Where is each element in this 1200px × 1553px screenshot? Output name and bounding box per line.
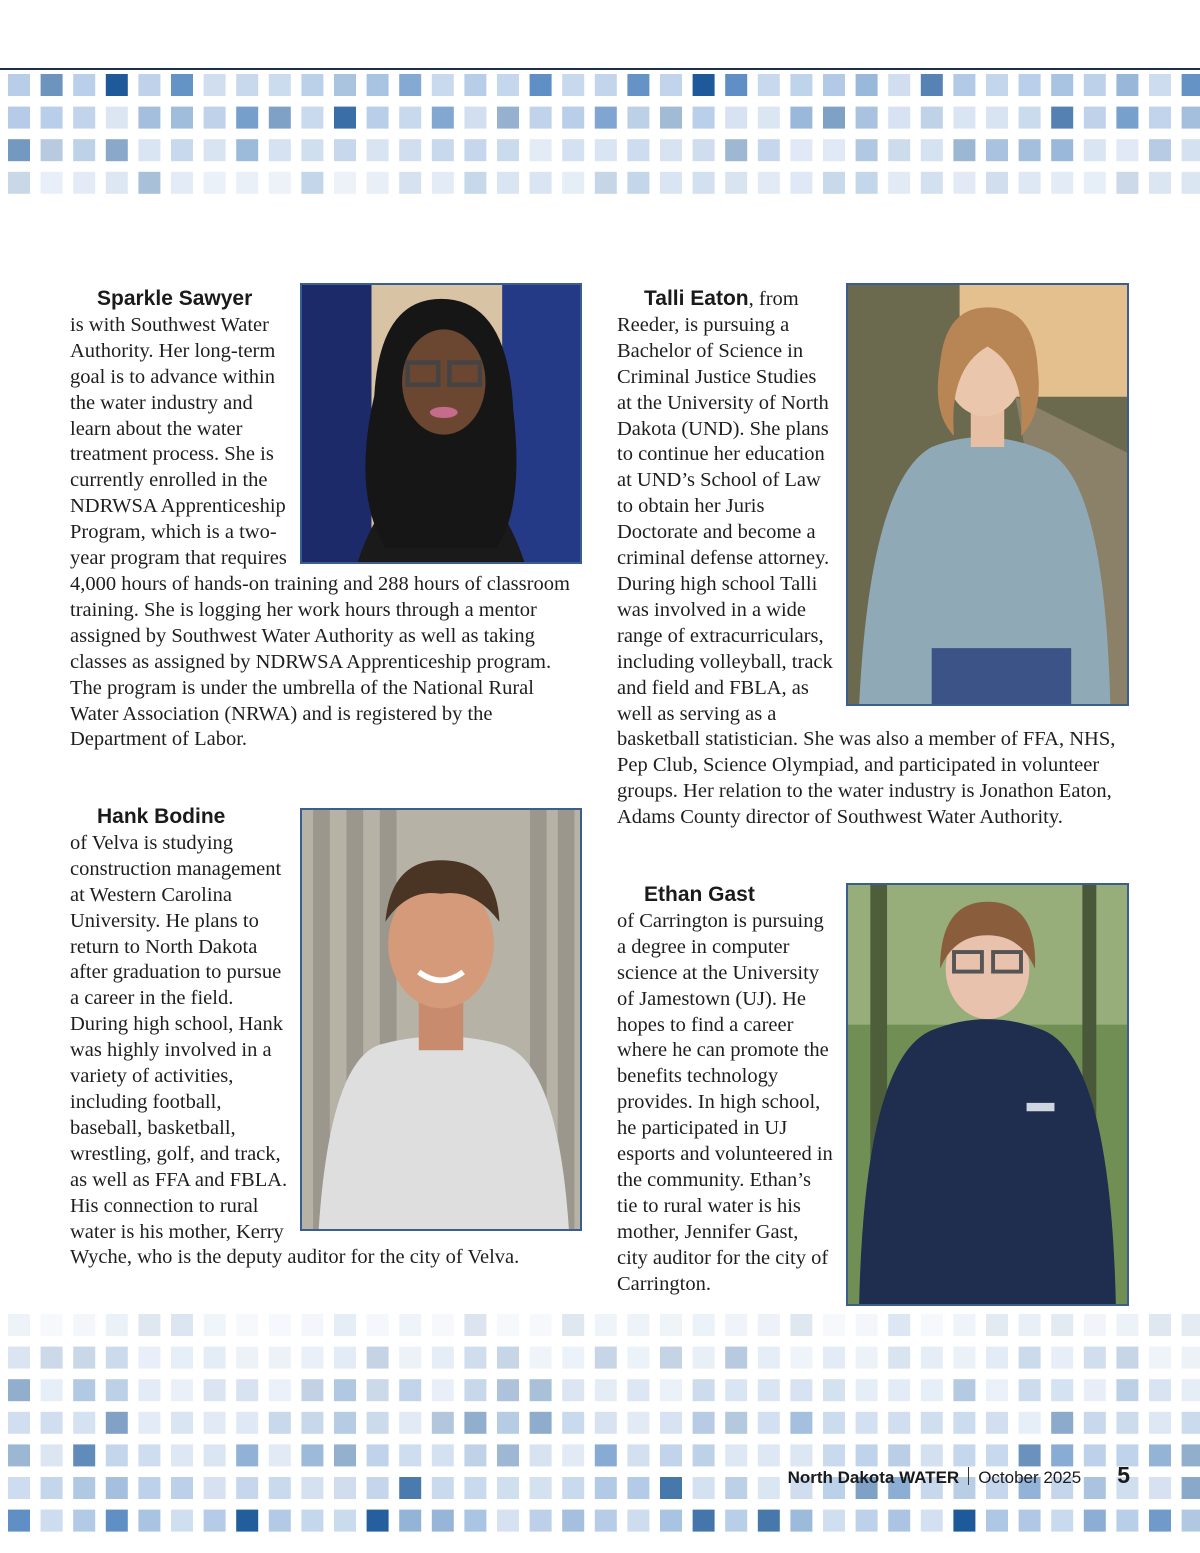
- portrait-photo: [300, 283, 582, 564]
- footer-tile-pattern: [0, 1310, 1200, 1553]
- portrait-photo: [300, 808, 582, 1231]
- profile-text: is with Southwest Water Authority. Her long-term goal is to advance within the water industry and learn about the water treatment process. She is currently enrolled in the NDRWSA Apprenticeship Program, which is a two-year program that requires 4,000 hours of hands-on training and 288 hours of classroom training. She is logging her work hours through a mentor assigned by Southwest Water Authority as well as taking classes as assigned by NDRWSA Apprenticeship program. The program is under the umbrella of the National Rural Water Association (NRWA) and is registered by the Department of Labor.: [70, 313, 570, 751]
- student-name: Talli Eaton: [644, 287, 749, 310]
- page-number: 5: [1117, 1462, 1130, 1488]
- profile-ethan-gast: [617, 882, 1129, 1310]
- profile-sparkle-sawyer: [70, 286, 582, 753]
- student-name: Sparkle Sawyer: [97, 287, 253, 310]
- issue-date: October 2025: [978, 1468, 1082, 1487]
- footer-divider: [968, 1467, 969, 1485]
- student-name: Ethan Gast: [644, 883, 755, 906]
- profile-hank-bodine: [70, 804, 582, 1271]
- profile-text: of Velva is studying construction management at Western Carolina University. He plans to return to North Dakota after graduation to pursue a career in the field. During high school, Hank was highly involved in a variety of activities, including football, baseball, basketball, wrestling, golf, and track, as well as FFA and FBLA. His connection to rural water is his mother, Kerry Wyche, who is the deputy auditor for the city of Velva.: [70, 831, 520, 1269]
- profile-text: Reeder, is pursuing a Bachelor of Science in Criminal Justice Studies at the University of North Dakota (UND). She plans to continue her education at UND’s School of Law to obtain her Juris Doctorate and become a criminal defense attorney. During high school Talli was involved in a wide range of extracurriculars, including volleyball, track and field and FBLA, as well as serving as a basketball statistician. She was also a member of FFA, NHS, Pep Club, Science Olympiad, and participated in volunteer groups. Her relation to the water industry is Jonathon Eaton, Adams County director of Southwest Water Authority.: [617, 313, 1116, 829]
- student-name: Hank Bodine: [97, 805, 226, 828]
- page-footer: [788, 1462, 1130, 1489]
- profile-talli-eaton: Talli Eaton, from Reeder, is pursuing a Bachelor of Science in Criminal Justice Studies at the University of North Dakota (UND). She plans to continue her education at UND’s School of Law to obtain her Juris Doctorate and become a criminal defense attorney. During high school Talli was involved in a wide range of extracurriculars, including volleyball, track and field and FBLA, as well as serving as a basketball statistician. She was also a member of FFA, NHS, Pep Club, Science Olympiad, and participated in volunteer groups. Her relation to the water industry is Jonathon Eaton, Adams County director of Southwest Water Authority.: [617, 286, 1129, 831]
- publication-title: North Dakota WATER: [787, 1468, 960, 1487]
- portrait-photo: [846, 283, 1129, 706]
- portrait-photo: [846, 883, 1129, 1306]
- profile-text: of Carrington is pursuing a degree in computer science at the University of Jamestown (UJ). He hopes to find a career where he can promote the benefits technology provides. In high school, he participated in UJ esports and volunteered in the community. Ethan’s tie to rural water is his mother, Jennifer Gast, city auditor for the city of Carrington.: [617, 909, 833, 1295]
- header-tile-pattern: [0, 70, 1200, 220]
